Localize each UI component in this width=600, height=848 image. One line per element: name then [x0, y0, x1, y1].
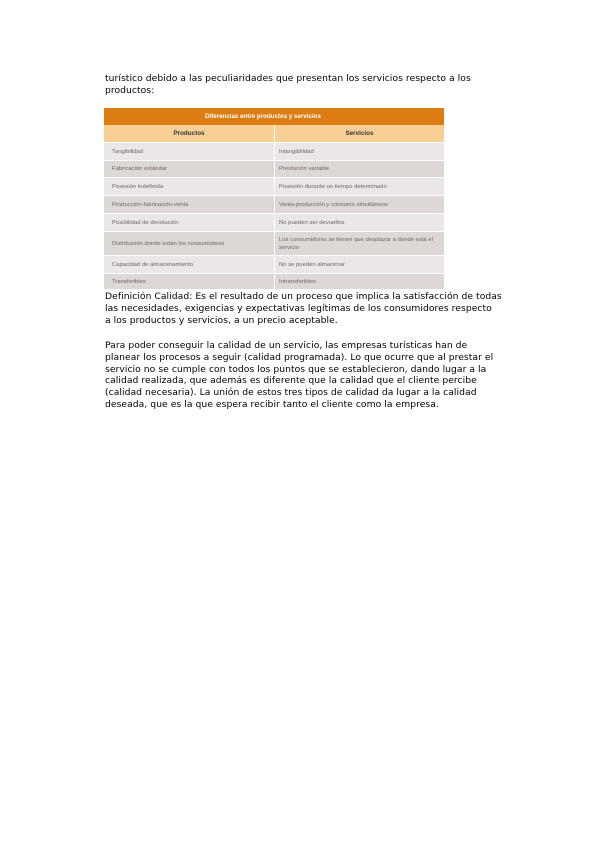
cell-producto: Capacidad de almacenamiento — [104, 256, 275, 273]
cell-servicio: Posesión durante un tiempo determinado — [279, 183, 387, 190]
table-row — [104, 273, 444, 289]
cell-producto: Tangibilidad — [104, 143, 275, 160]
cell-servicio: Intransferibles — [279, 279, 316, 285]
cell-producto: Distribución donde están los consumidores — [104, 232, 275, 255]
table-row — [104, 255, 444, 273]
table-row — [104, 142, 444, 160]
cell-servicio: Intangibilidad — [279, 148, 314, 155]
table-row — [104, 213, 444, 231]
definition-paragraph: Definición Calidad: Es el resultado de un proceso que implica la satisfacción de todas las necesidades, exigencias y expectativas legítimas de los consumidores respecto a los productos y servicios, a un precio aceptable. — [105, 291, 502, 326]
cell-producto: Posibilidad de devolución — [104, 214, 275, 231]
cell-servicio: Prestación variable — [279, 166, 330, 172]
cell-servicio: Venta-producción y consumo simultáneos — [279, 201, 389, 208]
header-productos: Productos — [104, 125, 275, 142]
table-row — [104, 177, 444, 195]
table-title: Diferencias entre productos y servicios — [104, 108, 444, 125]
quality-paragraph: Para poder conseguir la calidad de un servicio, las empresas turísticas han de planear los procesos a seguir (calidad programada). Lo que ocurre que al prestar el servicio no se cumple con todos los puntos que se establecieron, dando lugar a la calidad realizada, que además es diferente que la calidad que el cliente percibe (calidad necesaria). La unión de estos tres tipos de calidad da lugar a la calidad deseada, que es la que espera recibir tanto el cliente como la empresa. — [105, 340, 494, 410]
table-row — [104, 231, 444, 255]
cell-producto: Transferibles — [104, 274, 275, 289]
table-row — [104, 160, 444, 177]
cell-servicio: No pueden ser devueltos — [279, 219, 345, 226]
cell-producto: Producción-fabricación-venta — [104, 196, 275, 213]
header-servicios: Servicios — [345, 130, 374, 137]
cell-servicio: Los consumidores se tienen que desplazar a donde está el servicio — [279, 236, 433, 251]
table-row — [104, 195, 444, 213]
products-vs-services-table — [104, 108, 444, 289]
table-body — [104, 142, 444, 289]
intro-paragraph: turístico debido a las peculiaridades que presentan los servicios respecto a los productos: — [105, 73, 471, 96]
cell-producto: Posesión indefinida — [104, 178, 275, 195]
cell-servicio: No se pueden almacenar — [279, 261, 345, 268]
table-header-row — [104, 125, 444, 142]
cell-producto: Fabricación estándar — [104, 161, 275, 177]
